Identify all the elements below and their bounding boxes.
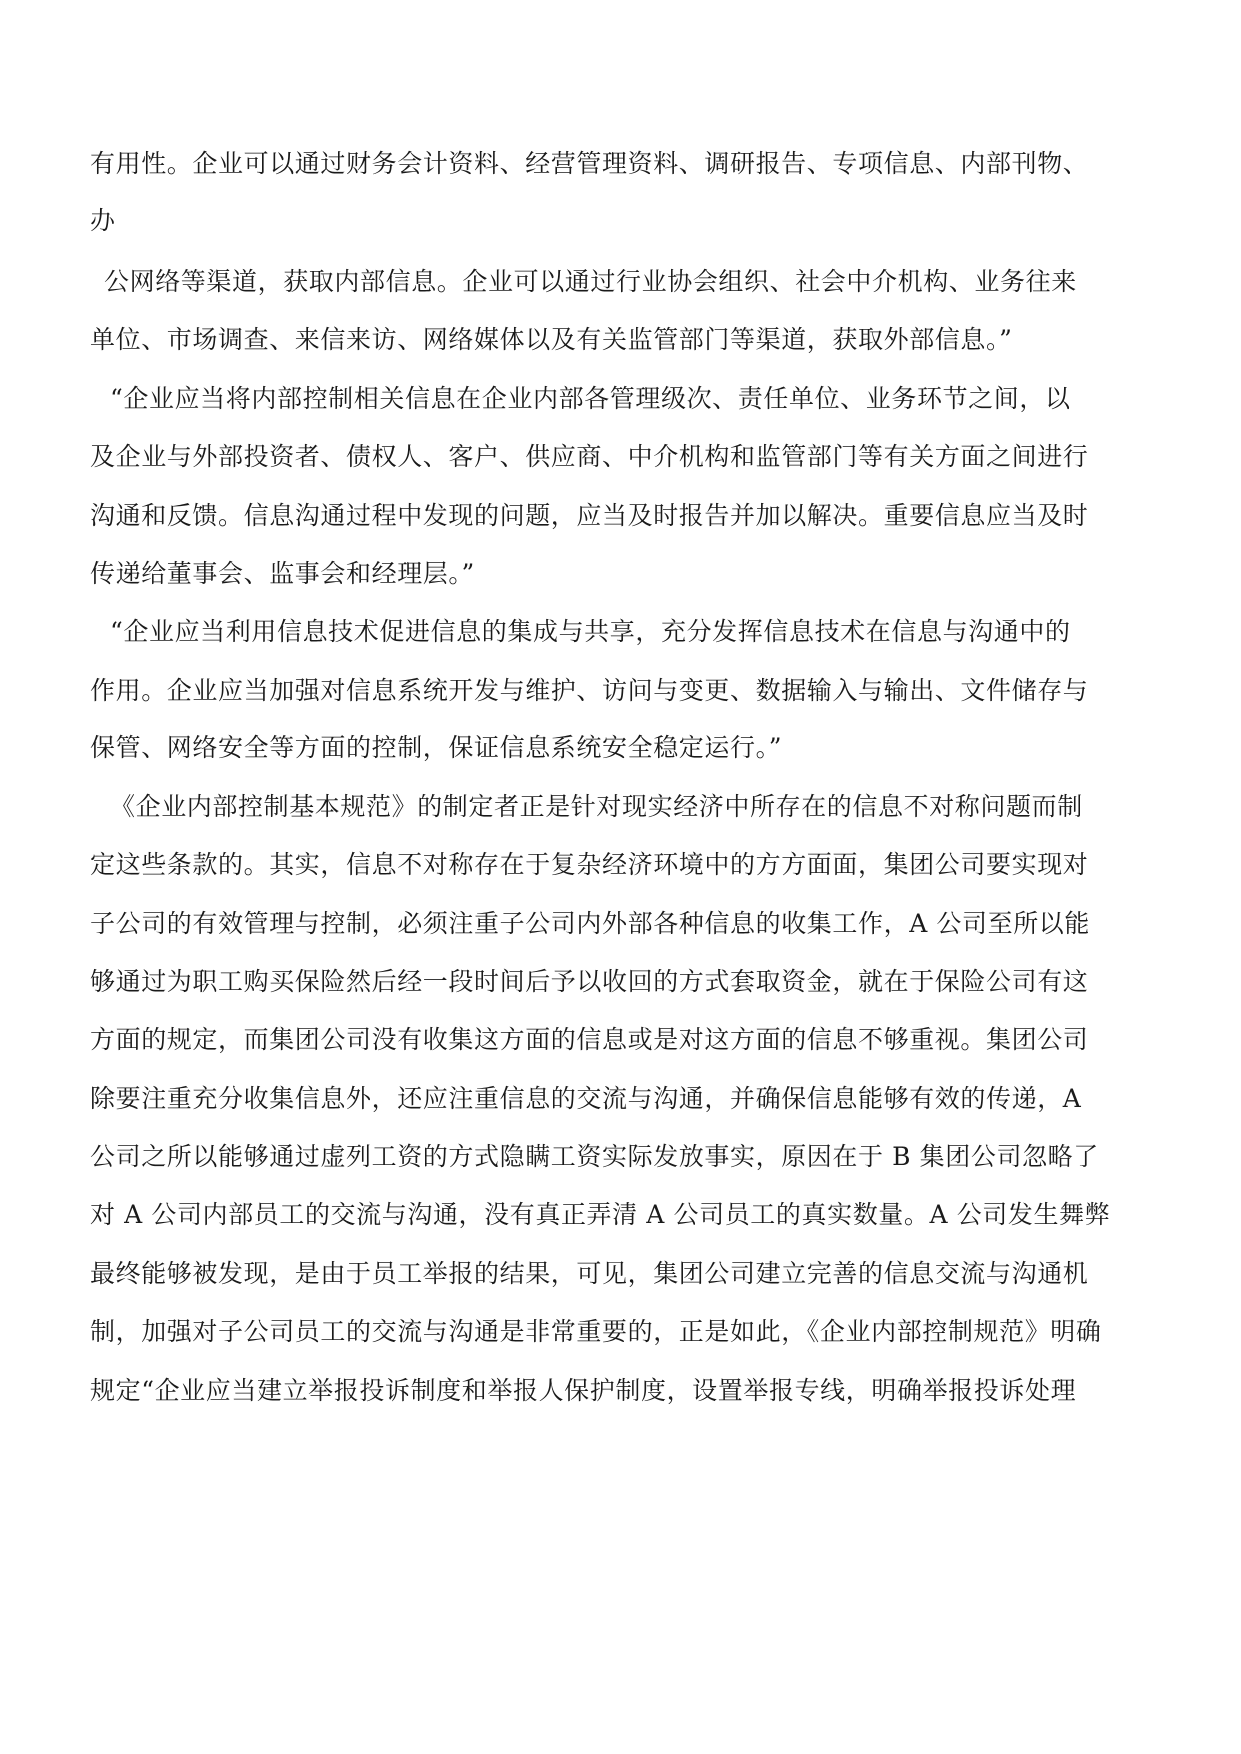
text-line: 及企业与外部投资者、债权人、客户、供应商、中介机构和监管部门等有关方面之间进行 <box>90 442 1089 471</box>
text-line: 沟通和反馈。信息沟通过程中发现的问题，应当及时报告并加以解决。重要信息应当及时 <box>90 501 1089 530</box>
text-line: 作用。企业应当加强对信息系统开发与维护、访问与变更、数据输入与输出、文件储存与 <box>90 676 1089 705</box>
text-line: 对 A 公司内部员工的交流与沟通，没有真正弄清 A 公司员工的真实数量。A 公司发生舞弊 <box>90 1200 1111 1229</box>
text-line: 保管、网络安全等方面的控制，保证信息系统安全稳定运行。” <box>90 733 783 762</box>
text-line: 《企业内部控制基本规范》的制定者正是针对现实经济中所存在的信息不对称问题而制 <box>110 792 1083 821</box>
text-line: 有用性。企业可以通过财务会计资料、经营管理资料、调研报告、专项信息、内部刊物、 <box>90 149 1089 178</box>
text-line: 规定“企业应当建立举报投诉制度和举报人保护制度，设置举报专线，明确举报投诉处理 <box>90 1376 1077 1405</box>
text-line: 单位、市场调查、来信来访、网络媒体以及有关监管部门等渠道，获取外部信息。” <box>90 325 1013 354</box>
text-line: 定这些条款的。其实，信息不对称存在于复杂经济环境中的方方面面，集团公司要实现对 <box>90 850 1089 879</box>
text-line: 制，加强对子公司员工的交流与沟通是非常重要的，正是如此，《企业内部控制规范》明确 <box>90 1317 1102 1346</box>
text-line: “企业应当利用信息技术促进信息的集成与共享，充分发挥信息技术在信息与沟通中的 <box>110 617 1071 646</box>
text-line: 传递给董事会、监事会和经理层。” <box>90 559 475 588</box>
text-line: 除要注重充分收集信息外，还应注重信息的交流与沟通，并确保信息能够有效的传递，A <box>90 1084 1082 1113</box>
text-line: 办 <box>90 206 116 235</box>
text-line: “企业应当将内部控制相关信息在企业内部各管理级次、责任单位、业务环节之间，以 <box>110 384 1071 413</box>
text-line: 最终能够被发现，是由于员工举报的结果，可见，集团公司建立完善的信息交流与沟通机 <box>90 1259 1089 1288</box>
text-line: 公司之所以能够通过虚列工资的方式隐瞒工资实际发放事实，原因在于 B 集团公司忽略了 <box>90 1142 1099 1171</box>
text-line: 够通过为职工购买保险然后经一段时间后予以收回的方式套取资金，就在于保险公司有这 <box>90 967 1089 996</box>
text-line: 公网络等渠道，获取内部信息。企业可以通过行业协会组织、社会中介机构、业务往来 <box>104 267 1077 296</box>
text-line: 方面的规定，而集团公司没有收集这方面的信息或是对这方面的信息不够重视。集团公司 <box>90 1025 1089 1054</box>
text-line: 子公司的有效管理与控制，必须注重子公司内外部各种信息的收集工作，A 公司至所以能 <box>90 909 1091 938</box>
